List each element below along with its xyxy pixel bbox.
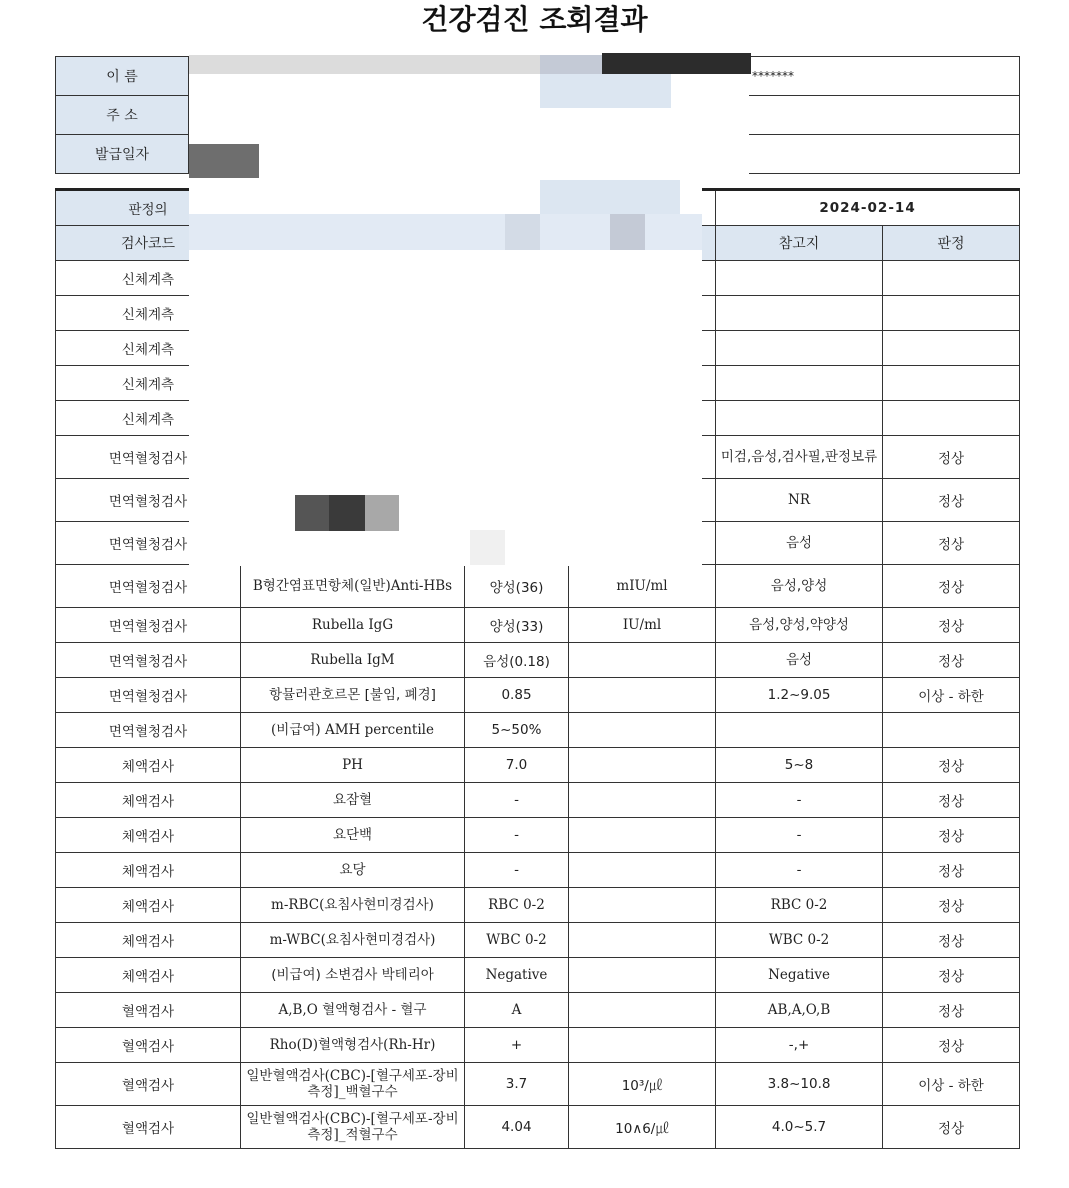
cell-result: - [465, 853, 569, 888]
cell-ref: RBC 0-2 [716, 888, 883, 923]
cell-code: 면역혈청검사 [56, 678, 241, 713]
header-verdict: 판정 [883, 226, 1020, 261]
cell-unit: 10³/㎕ [569, 1063, 716, 1106]
cell-code: 체액검사 [56, 748, 241, 783]
cell-unit [569, 958, 716, 993]
cell-code: 혈액검사 [56, 1028, 241, 1063]
cell-unit: IU/ml [569, 608, 716, 643]
cell-unit [569, 1028, 716, 1063]
cell-name: (비급여) AMH percentile [241, 713, 465, 748]
cell-code: 신체계측 [56, 296, 241, 331]
cell-result: + [465, 1028, 569, 1063]
cell-code: 체액검사 [56, 923, 241, 958]
cell-verdict: 정상 [883, 643, 1020, 678]
cell-verdict [883, 401, 1020, 436]
page-title: 건강검진 조회결과 [421, 3, 648, 36]
redaction-mask [365, 495, 399, 531]
name-masked-value: ******* [752, 69, 794, 83]
judge-label: 판정의 [56, 190, 241, 226]
cell-code: 면역혈청검사 [56, 479, 241, 522]
cell-verdict: 정상 [883, 1106, 1020, 1149]
cell-verdict [883, 713, 1020, 748]
cell-verdict: 정상 [883, 436, 1020, 479]
cell-ref: 3.8~10.8 [716, 1063, 883, 1106]
cell-name: 일반혈액검사(CBC)-[혈구세포-장비측정]_백혈구수 [241, 1063, 465, 1106]
cell-code: 면역혈청검사 [56, 436, 241, 479]
redaction-mask [470, 530, 505, 565]
cell-result: WBC 0-2 [465, 923, 569, 958]
cell-code: 체액검사 [56, 818, 241, 853]
cell-unit [569, 888, 716, 923]
cell-code: 체액검사 [56, 958, 241, 993]
cell-result: - [465, 783, 569, 818]
cell-name: Rho(D)혈액형검사(Rh-Hr) [241, 1028, 465, 1063]
cell-code: 신체계측 [56, 331, 241, 366]
redaction-mask [329, 495, 365, 531]
cell-unit: 10∧6/㎕ [569, 1106, 716, 1149]
table-row [56, 993, 1020, 1028]
cell-unit: mIU/ml [569, 565, 716, 608]
cell-name: A,B,O 혈액형검사 - 혈구 [241, 993, 465, 1028]
cell-code: 면역혈청검사 [56, 643, 241, 678]
cell-unit [569, 853, 716, 888]
cell-verdict: 정상 [883, 565, 1020, 608]
cell-ref: 음성,양성,약양성 [716, 608, 883, 643]
table-row [56, 888, 1020, 923]
cell-name: 일반혈액검사(CBC)-[혈구세포-장비측정]_적혈구수 [241, 1106, 465, 1149]
cell-name: B형간염표면항체(일반)Anti-HBs [241, 565, 465, 608]
cell-code: 신체계측 [56, 261, 241, 296]
redaction-mask [295, 495, 329, 531]
cell-verdict: 정상 [883, 522, 1020, 565]
cell-code: 체액검사 [56, 853, 241, 888]
cell-ref: NR [716, 479, 883, 522]
table-row [56, 565, 1020, 608]
cell-verdict: 정상 [883, 608, 1020, 643]
cell-unit [569, 748, 716, 783]
cell-result: 양성(36) [465, 565, 569, 608]
table-row [56, 643, 1020, 678]
cell-verdict [883, 366, 1020, 401]
cell-verdict: 정상 [883, 888, 1020, 923]
table-row [56, 1106, 1020, 1149]
name-label: 이 름 [56, 57, 189, 96]
cell-result: Negative [465, 958, 569, 993]
cell-result: 5~50% [465, 713, 569, 748]
cell-unit [569, 643, 716, 678]
cell-ref: 음성 [716, 522, 883, 565]
cell-unit [569, 713, 716, 748]
cell-code: 면역혈청검사 [56, 522, 241, 565]
cell-verdict: 정상 [883, 1028, 1020, 1063]
cell-verdict: 정상 [883, 958, 1020, 993]
cell-verdict [883, 296, 1020, 331]
cell-name: 항뮬러관호르몬 [불임, 폐경] [241, 678, 465, 713]
cell-code: 체액검사 [56, 888, 241, 923]
redaction-mask [505, 214, 540, 250]
cell-ref: 5~8 [716, 748, 883, 783]
redaction-mask [610, 214, 645, 250]
address-label: 주 소 [56, 96, 189, 135]
cell-name: m-WBC(요침사현미경검사) [241, 923, 465, 958]
cell-code: 면역혈청검사 [56, 608, 241, 643]
cell-verdict: 정상 [883, 783, 1020, 818]
cell-name: 요잠혈 [241, 783, 465, 818]
cell-code: 혈액검사 [56, 993, 241, 1028]
cell-result: RBC 0-2 [465, 888, 569, 923]
cell-verdict: 이상 - 하한 [883, 1063, 1020, 1106]
cell-unit [569, 678, 716, 713]
cell-ref: - [716, 818, 883, 853]
cell-ref: - [716, 783, 883, 818]
cell-code: 혈액검사 [56, 1063, 241, 1106]
judge-date: 2024-02-14 [716, 190, 1020, 226]
table-row [56, 678, 1020, 713]
cell-verdict: 정상 [883, 479, 1020, 522]
cell-ref: AB,A,O,B [716, 993, 883, 1028]
redaction-mask [540, 55, 602, 74]
cell-result: 양성(33) [465, 608, 569, 643]
header-code: 검사코드 [56, 226, 241, 261]
issue-date-label: 발급일자 [56, 135, 189, 174]
cell-unit [569, 923, 716, 958]
header-reference: 참고지 [716, 226, 883, 261]
cell-verdict: 정상 [883, 993, 1020, 1028]
cell-ref [716, 713, 883, 748]
cell-result: 7.0 [465, 748, 569, 783]
cell-result: 3.7 [465, 1063, 569, 1106]
redaction-mask [540, 74, 671, 108]
cell-verdict [883, 331, 1020, 366]
cell-verdict: 정상 [883, 853, 1020, 888]
cell-ref: - [716, 853, 883, 888]
cell-verdict: 정상 [883, 748, 1020, 783]
cell-code: 면역혈청검사 [56, 713, 241, 748]
cell-ref [716, 401, 883, 436]
cell-ref: WBC 0-2 [716, 923, 883, 958]
table-row [56, 958, 1020, 993]
table-row [56, 1063, 1020, 1106]
cell-name: 요당 [241, 853, 465, 888]
cell-ref [716, 331, 883, 366]
redaction-mask [189, 144, 259, 178]
cell-name: Rubella IgM [241, 643, 465, 678]
redaction-mask [540, 180, 680, 214]
cell-result: 0.85 [465, 678, 569, 713]
cell-unit [569, 818, 716, 853]
cell-name: m-RBC(요침사현미경검사) [241, 888, 465, 923]
cell-code: 신체계측 [56, 401, 241, 436]
cell-result: 음성(0.18) [465, 643, 569, 678]
cell-ref [716, 366, 883, 401]
cell-verdict [883, 261, 1020, 296]
table-row [56, 748, 1020, 783]
cell-code: 혈액검사 [56, 1106, 241, 1149]
cell-code: 면역혈청검사 [56, 565, 241, 608]
cell-verdict: 정상 [883, 923, 1020, 958]
cell-verdict: 정상 [883, 818, 1020, 853]
table-row [56, 818, 1020, 853]
cell-ref: 미검,음성,검사필,판정보류 [716, 436, 883, 479]
table-row [56, 783, 1020, 818]
cell-name: Rubella IgG [241, 608, 465, 643]
cell-code: 신체계측 [56, 366, 241, 401]
cell-name: 요단백 [241, 818, 465, 853]
table-row [56, 853, 1020, 888]
cell-unit [569, 783, 716, 818]
cell-verdict: 이상 - 하한 [883, 678, 1020, 713]
cell-ref: 음성 [716, 643, 883, 678]
cell-ref: 4.0~5.7 [716, 1106, 883, 1149]
redaction-mask [189, 55, 540, 74]
cell-ref [716, 296, 883, 331]
table-row [56, 923, 1020, 958]
cell-name: PH [241, 748, 465, 783]
table-row [56, 713, 1020, 748]
cell-result: A [465, 993, 569, 1028]
cell-ref: -,+ [716, 1028, 883, 1063]
table-row [56, 608, 1020, 643]
cell-ref: 1.2~9.05 [716, 678, 883, 713]
cell-ref [716, 261, 883, 296]
cell-unit [569, 993, 716, 1028]
cell-result: 4.04 [465, 1106, 569, 1149]
cell-name: (비급여) 소변검사 박테리아 [241, 958, 465, 993]
cell-code: 체액검사 [56, 783, 241, 818]
table-row [56, 1028, 1020, 1063]
cell-result: - [465, 818, 569, 853]
cell-ref: 음성,양성 [716, 565, 883, 608]
cell-ref: Negative [716, 958, 883, 993]
redaction-mask [602, 53, 751, 74]
